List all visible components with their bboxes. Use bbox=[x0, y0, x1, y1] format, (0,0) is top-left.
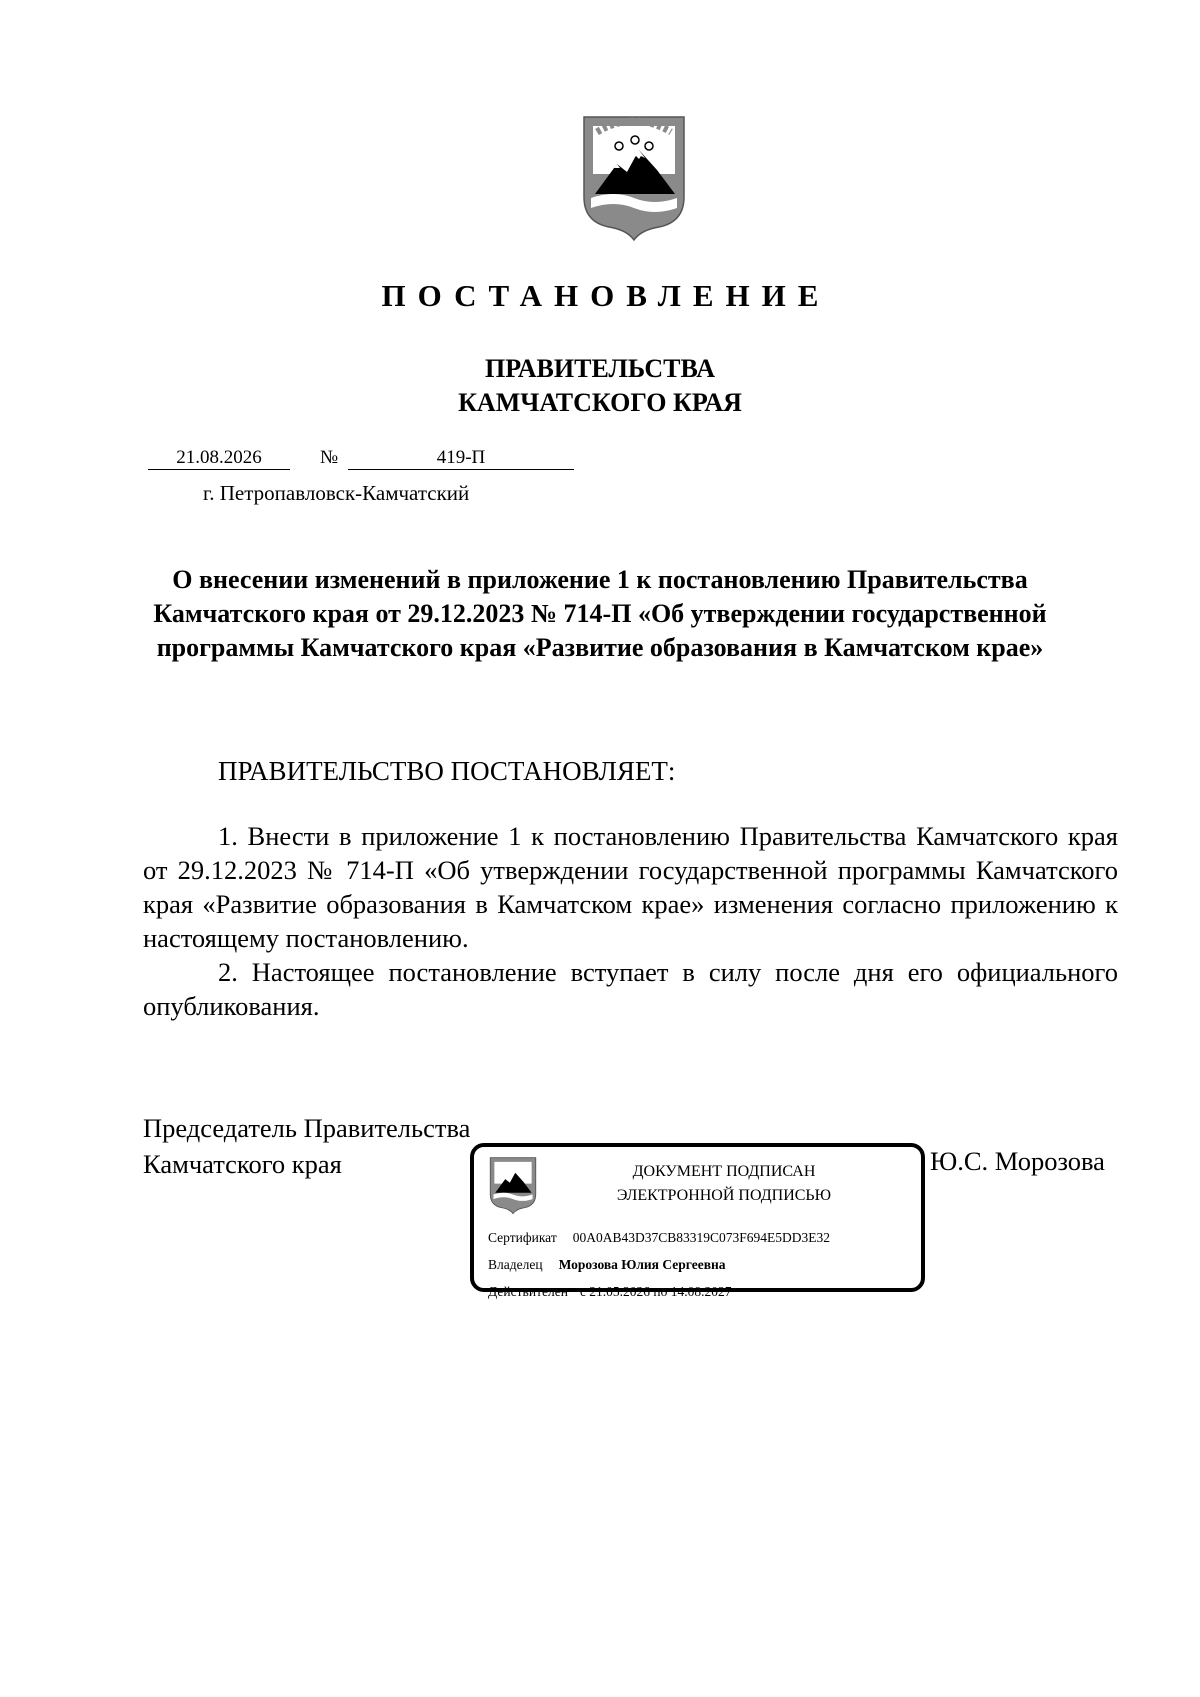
signer-title-line-1: Председатель Правительства bbox=[143, 1113, 471, 1143]
electronic-signature-stamp bbox=[470, 1143, 925, 1299]
owner-label: Владелец bbox=[488, 1257, 543, 1272]
stamp-validity-row bbox=[488, 1284, 732, 1300]
document-type: ПОСТАНОВЛЕНИЕ bbox=[381, 278, 831, 313]
issuer-line-2: КАМЧАТСКОГО КРАЯ bbox=[458, 388, 742, 417]
registration-line bbox=[148, 447, 574, 469]
certificate-label: Сертификат bbox=[488, 1230, 557, 1245]
issuer-line-1: ПРАВИТЕЛЬСТВА bbox=[485, 354, 715, 383]
number-label: № bbox=[320, 447, 339, 468]
valid-label: Действителен bbox=[488, 1284, 568, 1299]
stamp-heading-line-1: ДОКУМЕНТ ПОДПИСАН bbox=[632, 1163, 816, 1180]
signer-title-line-2: Камчатского края bbox=[143, 1149, 342, 1179]
stamp-heading bbox=[594, 1160, 854, 1208]
stamp-certificate-row bbox=[488, 1230, 830, 1246]
resolves-heading: ПРАВИТЕЛЬСТВО ПОСТАНОВЛЯЕТ: bbox=[218, 756, 676, 786]
coat-of-arms-icon bbox=[579, 112, 689, 242]
paragraph-2: 2. Настоящее постановление вступает в силу после дня его официального опубликования. bbox=[143, 957, 1118, 1021]
stamp-owner-row bbox=[488, 1257, 726, 1273]
stamp-heading-line-2: ЭЛЕКТРОННОЙ ПОДПИСЬЮ bbox=[616, 1187, 832, 1204]
city: г. Петропавловск-Камчатский bbox=[203, 481, 470, 505]
document-subject: О внесении изменений в приложение 1 к постановлению Правительства Камчатского края от 29.12.2023 № 714-П «Об утверждении государственной программы Камчатского края «Развитие образования в Камчатском крае» bbox=[153, 565, 1047, 662]
signer-name: Ю.С. Морозова bbox=[930, 1146, 1105, 1176]
owner-value: Морозова Юлия Сергеевна bbox=[558, 1257, 726, 1272]
paragraph-1: 1. Внести в приложение 1 к постановлению Правительства Камчатского края от 29.12.2023 № 714-П «Об утверждении государственной программы Камчатского края «Развитие образования в Камчатском крае» изменения согласно приложению к настоящему постановлению. bbox=[143, 821, 1118, 953]
document-body bbox=[143, 819, 1118, 1023]
stamp-coat-of-arms-icon bbox=[488, 1155, 538, 1215]
document-date: 21.08.2026 bbox=[148, 447, 290, 470]
certificate-value: 00A0AB43D37CB83319C073F694E5DD3E32 bbox=[572, 1230, 830, 1245]
valid-value: с 21.05.2026 по 14.08.2027 bbox=[579, 1284, 732, 1299]
signer-title bbox=[143, 1110, 470, 1182]
issuer bbox=[0, 352, 1200, 420]
document-number: 419-П bbox=[348, 447, 574, 470]
